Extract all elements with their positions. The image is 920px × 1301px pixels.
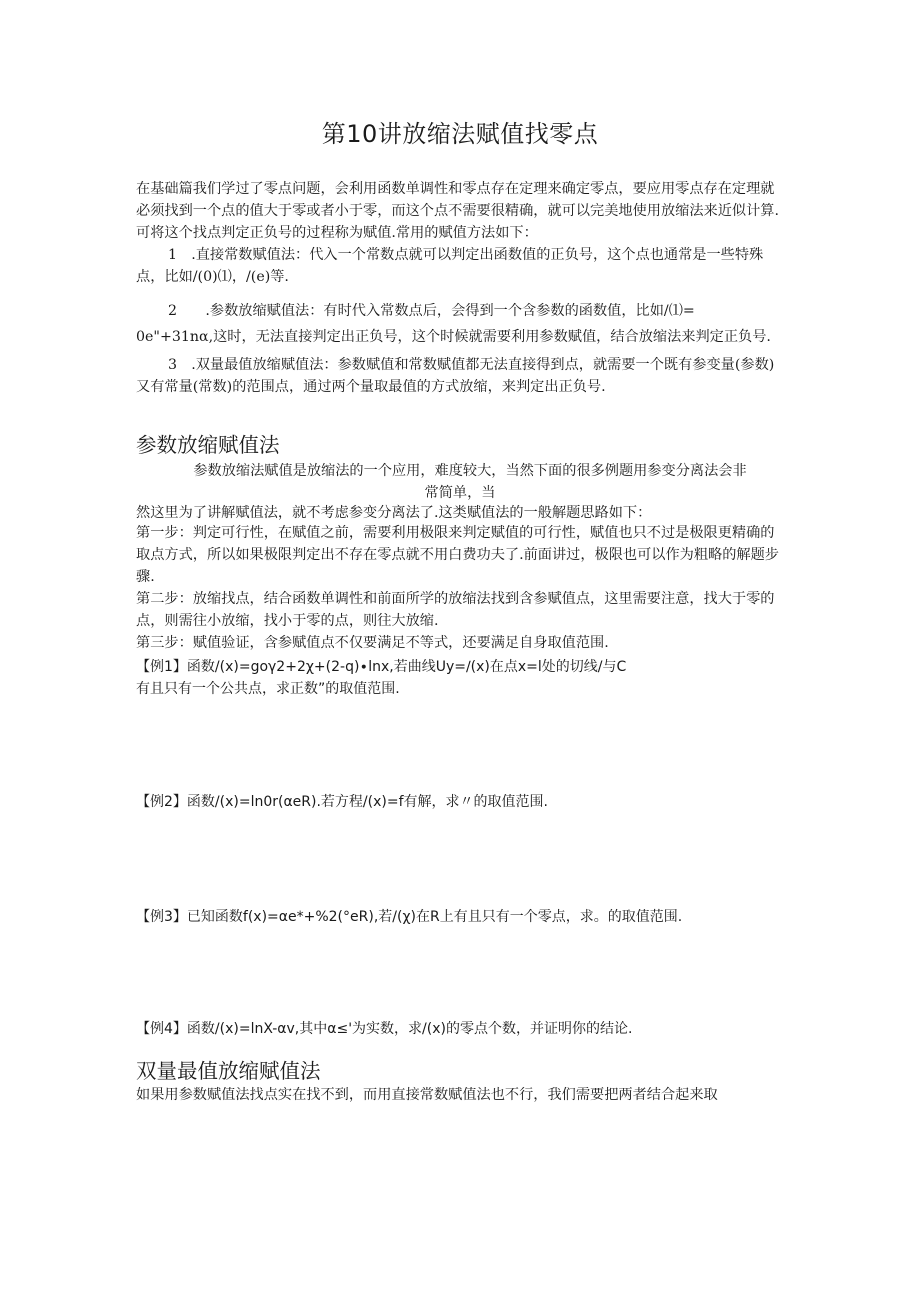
page-title: 第10讲放缩法赋值找零点 [321, 120, 599, 148]
section-dual-body [136, 1084, 784, 1106]
example-4 [136, 1018, 784, 1040]
section-dual-line: 如果用参数赋值法找点实在找不到，而用直接常数赋值法也不行，我们需要把两者结合起来取 [136, 1087, 718, 1103]
method-1-paragraph: 1 .直接常数赋值法：代入一个常数点就可以判定出函数值的正负号，这个点也通常是一些特殊点，比如/(0)⑴，/(e)等. [136, 247, 764, 285]
section-intro-line-3: 然这里为了讲解赋值法，就不考虑参变分离法了.这类赋值法的一般解题思路如下： [136, 505, 652, 521]
section-intro-line: 参数放缩法赋值是放缩法的一个应用，难度较大，当然下面的很多例题用参变分离法会非 [193, 463, 747, 479]
step-2-paragraph: 第二步：放缩找点，结合函数单调性和前面所学的放缩法找到含参赋值点，这里需要注意，找大于零的点，则需往小放缩，找小于零的点，则往大放缩. [136, 591, 775, 629]
section-heading-dual: 双量最值放缩赋值法 [136, 1059, 321, 1083]
example-3 [136, 906, 784, 928]
example-2 [136, 791, 784, 813]
method-2-line: 2 .参数放缩赋值法：有时代入常数点后，会得到一个含参数的函数值，比如/⑴= [168, 303, 695, 319]
example-1-question-cont: 有且只有一个公共点，求正数”的取值范围. [136, 681, 400, 697]
example-1-question: 【例1】函数/(x)=goγ2+2χ+(2-q)∙lnx,若曲线Uy=∕(x)在点x=l处的切线/与C [136, 659, 627, 675]
example-3-question: 【例3】已知函数f(x)=αe*+%2(°eR),若/(χ)在R上有且只有一个零点，求。的取值范围. [136, 909, 683, 925]
example-1 [136, 656, 784, 700]
step-1-paragraph: 第一步：判定可行性，在赋值之前，需要利用极限来判定赋值的可行性，赋值也只不过是极限更精确的取点方式，所以如果极限判定出不存在零点就不用白费功夫了.前面讲过，极限也可以作为粗略的解题步骤. [136, 525, 779, 585]
section-parameter-body [136, 460, 784, 654]
method-3-paragraph: 3 .双量最值放缩赋值法：参数赋值和常数赋值都无法直接得到点，就需要一个既有参变量(参数)又有常量(常数)的范围点，通过两个量取最值的方式放缩，来判定出正负号. [136, 357, 775, 395]
intro-section [136, 178, 784, 398]
intro-paragraph: 在基础篇我们学过了零点问题，会利用函数单调性和零点存在定理来确定零点，要应用零点存在定理就必须找到一个点的值大于零或者小于零，而这个点不需要很精确，就可以完美地使用放缩法来近似计算.可将这个找点判定正负号的过程称为赋值.常用的赋值方法如下： [136, 181, 779, 241]
section-heading-parameter: 参数放缩赋值法 [136, 433, 280, 457]
step-3-paragraph: 第三步：赋值验证，含参赋值点不仅要满足不等式，还要满足自身取值范围. [136, 635, 609, 651]
method-2-paragraph: 0e"+31nα,这时，无法直接判定出正负号，这个时候就需要利用参数赋值，结合放缩法来判定正负号. [136, 329, 771, 345]
example-4-question: 【例4】函数/(x)=lnX-αv,其中α≤'为实数，求/(x)的零点个数，并证明你的结论. [136, 1021, 633, 1037]
example-2-question: 【例2】函数/(x)=ln0r(αeR).若方程/(x)=f有解，求〃的取值范围. [136, 794, 548, 810]
section-intro-line-2: 常简单，当 [424, 485, 496, 501]
